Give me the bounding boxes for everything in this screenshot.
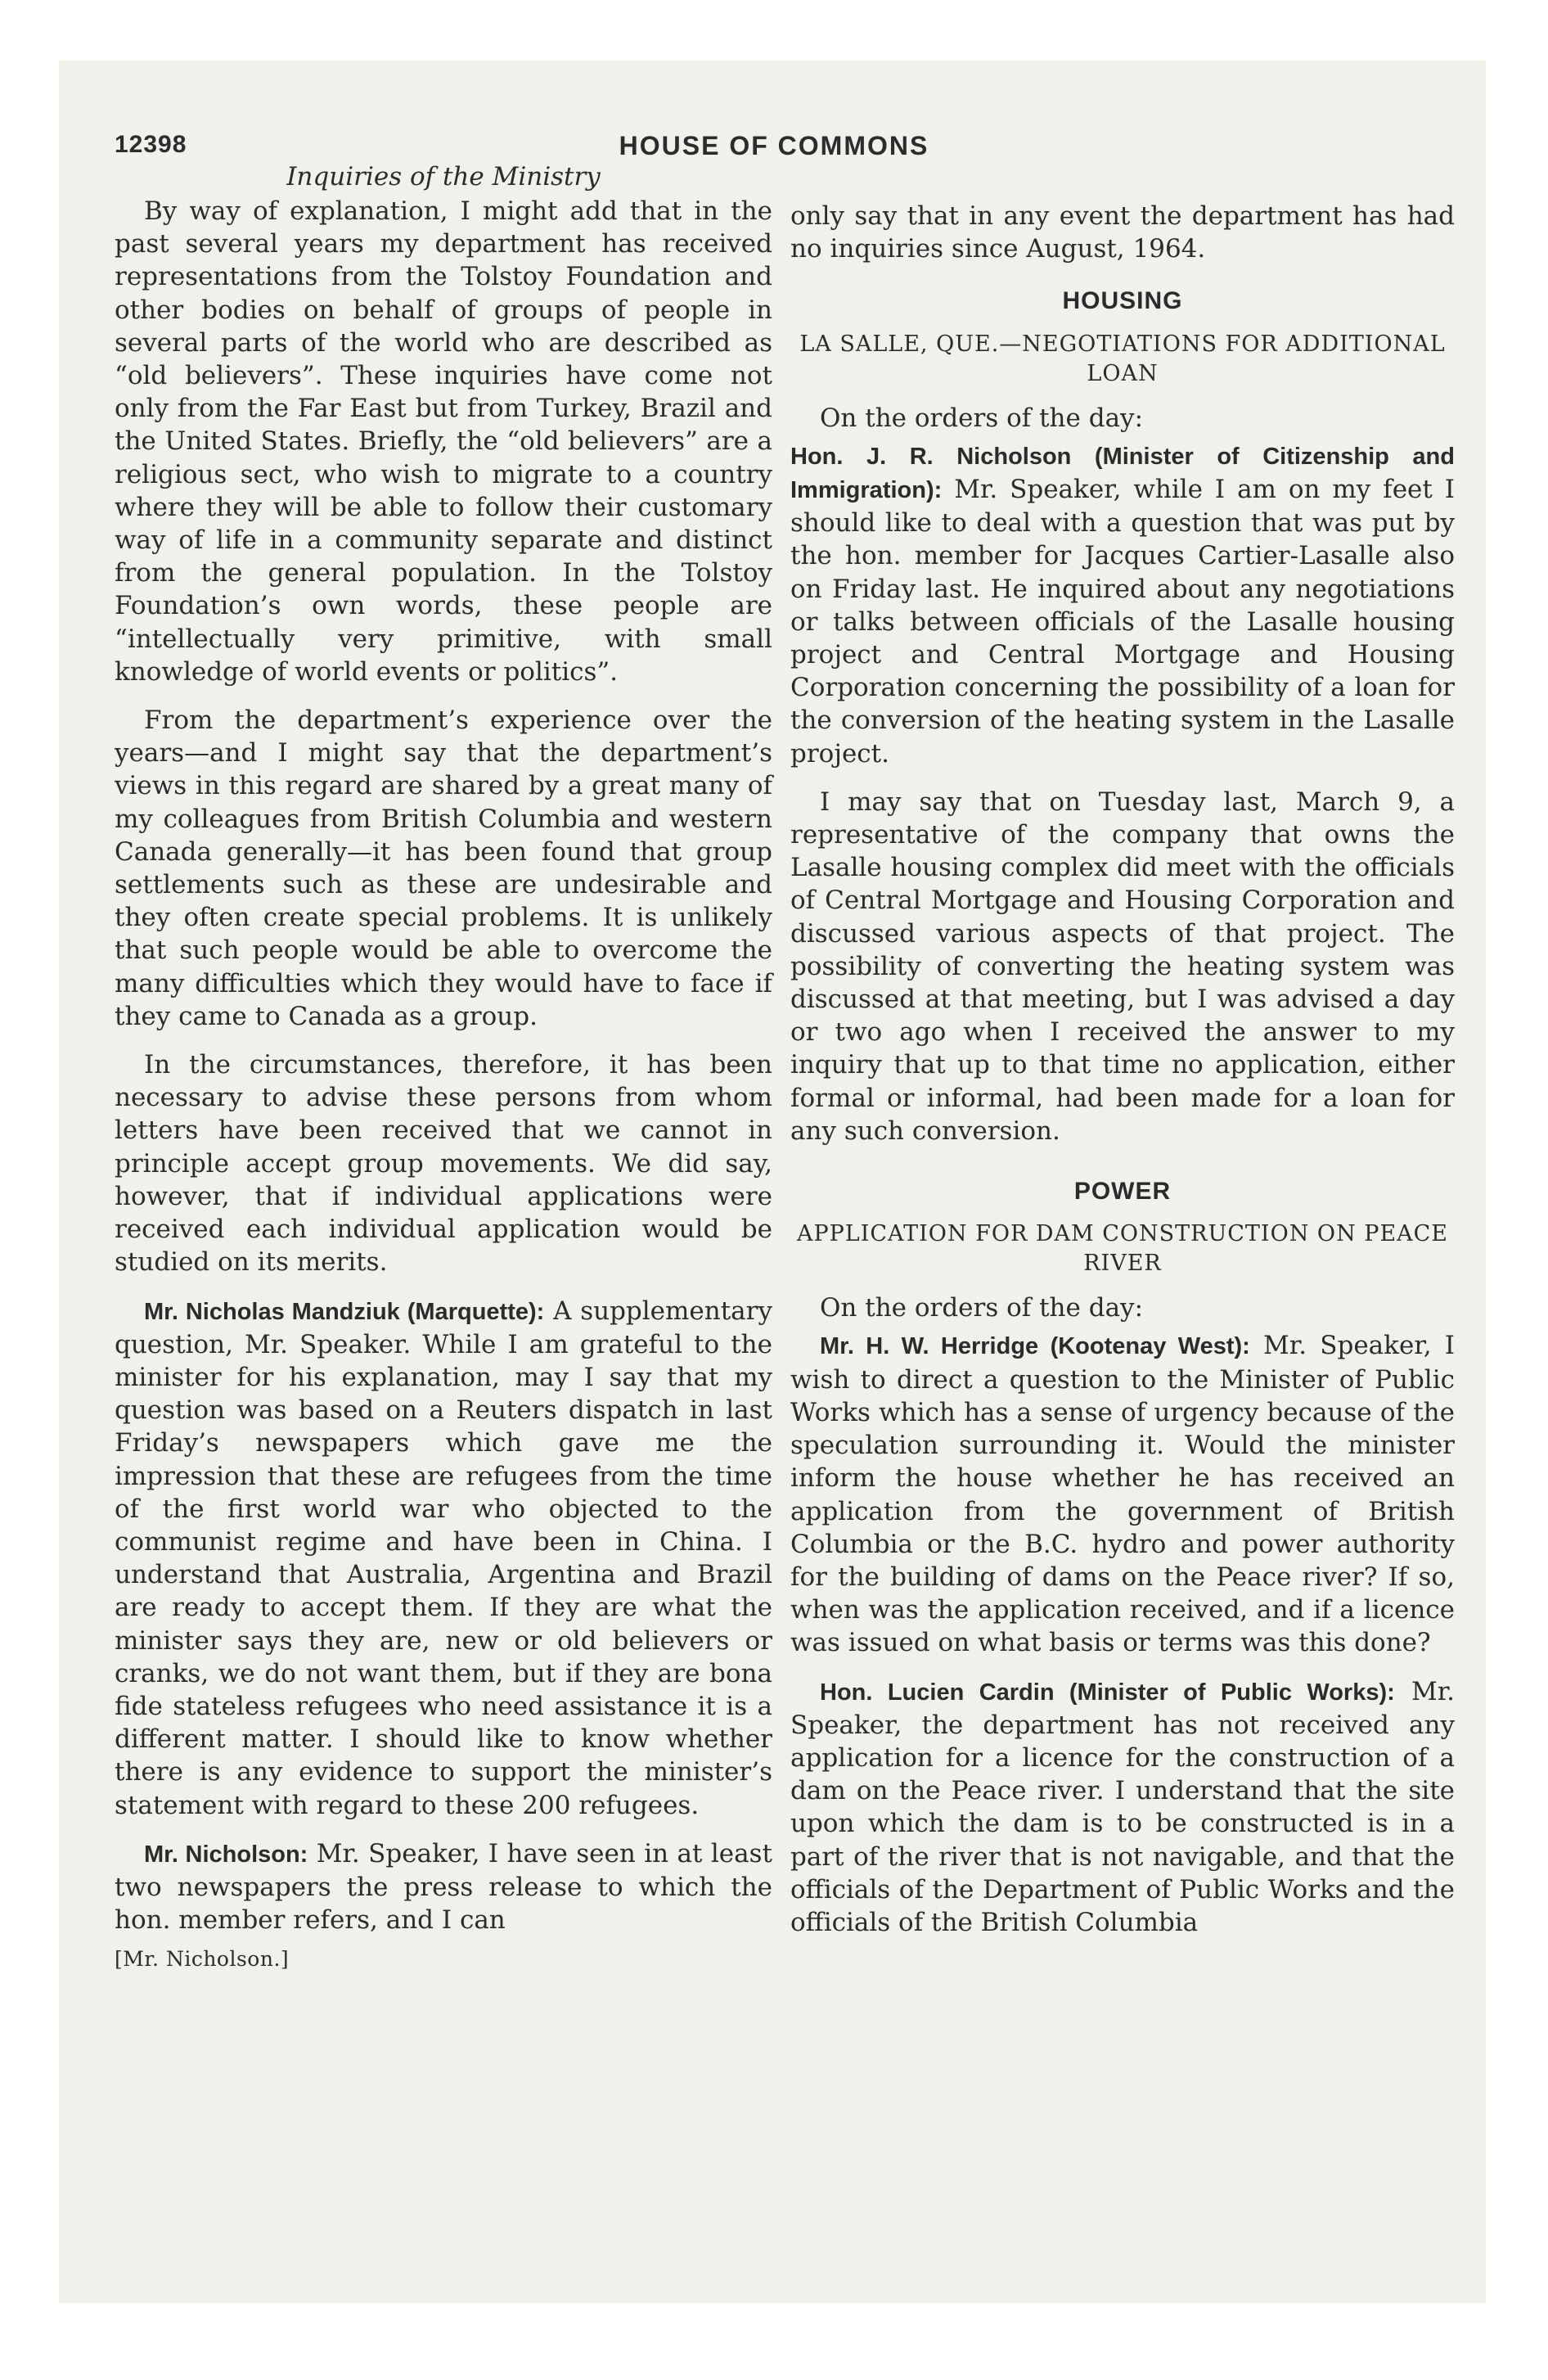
paragraph-explanation: By way of explanation, I might add that in the past several years my department has received representations from the Tolstoy Foundation and other bodies on behalf of groups of people in several parts of the world who are described as “old believers”. These inquiries have come not only from the Far East but from Turkey, Brazil and the United States. Briefly, the “old believers” are a religious sect, who wish to migrate to a country where they will be able to follow their customary way of life in a community separate and distinct from the general population. In the Tolstoy Foundation’s own words, these people are “intellectually very primitive, with small knowledge of world events or politics”. xyxy=(115,196,772,687)
cardin-text: Mr. Speaker, the department has not received any application for a licence for the construction of a dam on the Peace river. I understand that the site upon which the dam is to be constructed is in a part of the river that is not navigable, and that the officials of the Department of Public Works and the officials of the British Columbia xyxy=(790,1676,1455,1937)
paragraph-herridge xyxy=(790,1329,1455,1659)
paragraph-cardin xyxy=(790,1675,1455,1940)
housing-text: Mr. Speaker, while I am on my feet I should like to deal with a question that was put by the hon. member for Jacques Cartier-Lasalle also on Friday last. He inquired about any negotiations or talks between officials of the Lasalle housing project and Central Mortgage and Housing Corporation concerning the possibility of a loan for the conversion of the heating system in the Lasalle project. xyxy=(790,475,1455,769)
paragraph-department-experience: From the department’s experience over the years—and I might say that the department’s views in this regard are shared by a great many of my colleagues from British Columbia and western Canada generally—it has been found that group settlements such as these are undesirable and they often create special problems. It is unlikely that such people would be able to overcome the many difficulties which they would have to face if they came to Canada as a group. xyxy=(115,705,772,1031)
speaker-j-r-nicholson: Hon. J. R. Nicholson (Minister of Citizenship and Immigration): xyxy=(790,443,1455,504)
paragraph-nicholson-housing xyxy=(790,439,1455,770)
paragraph-circumstances: In the circumstances, therefore, it has been necessary to advise these persons from whom letters have been received that we cannot in principle accept group movements. We did say, however, that if individual applications were received each individual application would be studied on its merits. xyxy=(115,1050,772,1278)
paragraph-housing-meeting: I may say that on Tuesday last, March 9, a representative of the company that owns the Lasalle housing complex did meet with the officials of Central Mortgage and Housing Corporation and discussed various aspects of that project. The possibility of converting the heating system was discussed at that meeting, but I was advised a day or two ago when I received the answer to my inquiry that up to that time no application, either formal or informal, had been made for a loan for any such conversion. xyxy=(790,787,1455,1146)
subheading-la-salle: LA SALLE, QUE.—NEGOTIATIONS FOR ADDITIONAL LOAN xyxy=(799,331,1446,386)
heading-housing: HOUSING xyxy=(1062,287,1183,315)
subheading-peace-river: APPLICATION FOR DAM CONSTRUCTION ON PEACE RIVER xyxy=(796,1221,1449,1277)
right-column xyxy=(790,200,1455,1954)
speaker-herridge: Mr. H. W. Herridge (Kootenay West): xyxy=(820,1333,1250,1360)
paragraph-continuation: only say that in any event the department has had no inquiries since August, 1964. xyxy=(790,201,1455,264)
page-number: 12398 xyxy=(115,131,187,158)
heading-power: POWER xyxy=(1073,1178,1172,1206)
footer-speaker-note: [Mr. Nicholson.] xyxy=(115,1947,290,1972)
left-column xyxy=(115,160,772,1977)
nicholson-text: Mr. Speaker, I have seen in at least two newspapers the press release to which the hon. member refers, and I can xyxy=(115,1838,772,1936)
running-head-title: HOUSE OF COMMONS xyxy=(619,131,929,160)
paragraph-nicholson xyxy=(115,1837,772,1937)
speaker-mandziuk: Mr. Nicholas Mandziuk (Marquette): xyxy=(144,1298,545,1325)
section-subhead: Inquiries of the Ministry xyxy=(286,162,601,192)
mandziuk-text: A supplementary question, Mr. Speaker. While I am grateful to the minister for his explanation, may I say that my question was based on a Reuters dispatch in last Friday’s newspapers which gave me the impression that these are refugees from the time of the first world war who objected to the communist regime and have been in China. I understand that Australia, Argentina and Brazil are ready to accept them. If they are what the minister says they are, new or old believers or cranks, we do not want them, but if they are bona fide stateless refugees who need assistance it is a different matter. I should like to know whether there is any evidence to support the minister’s statement with regard to these 200 refugees. xyxy=(115,1296,773,1820)
speaker-cardin: Hon. Lucien Cardin (Minister of Public Works): xyxy=(820,1679,1395,1706)
orders-of-day-housing: On the orders of the day: xyxy=(820,403,1144,433)
herridge-text: Mr. Speaker, I wish to direct a question to the Minister of Public Works which has a sense of urgency because of the speculation surrounding it. Would the minister inform the house whether he has received an application from the government of British Columbia or the B.C. hydro and power authority for the building of dams on the Peace river? If so, when was the application received, and if a licence was issued on what basis or terms was this done? xyxy=(790,1331,1455,1658)
orders-of-day-power: On the orders of the day: xyxy=(820,1293,1144,1323)
paragraph-mandziuk xyxy=(115,1295,772,1822)
speaker-nicholson: Mr. Nicholson: xyxy=(144,1841,308,1868)
